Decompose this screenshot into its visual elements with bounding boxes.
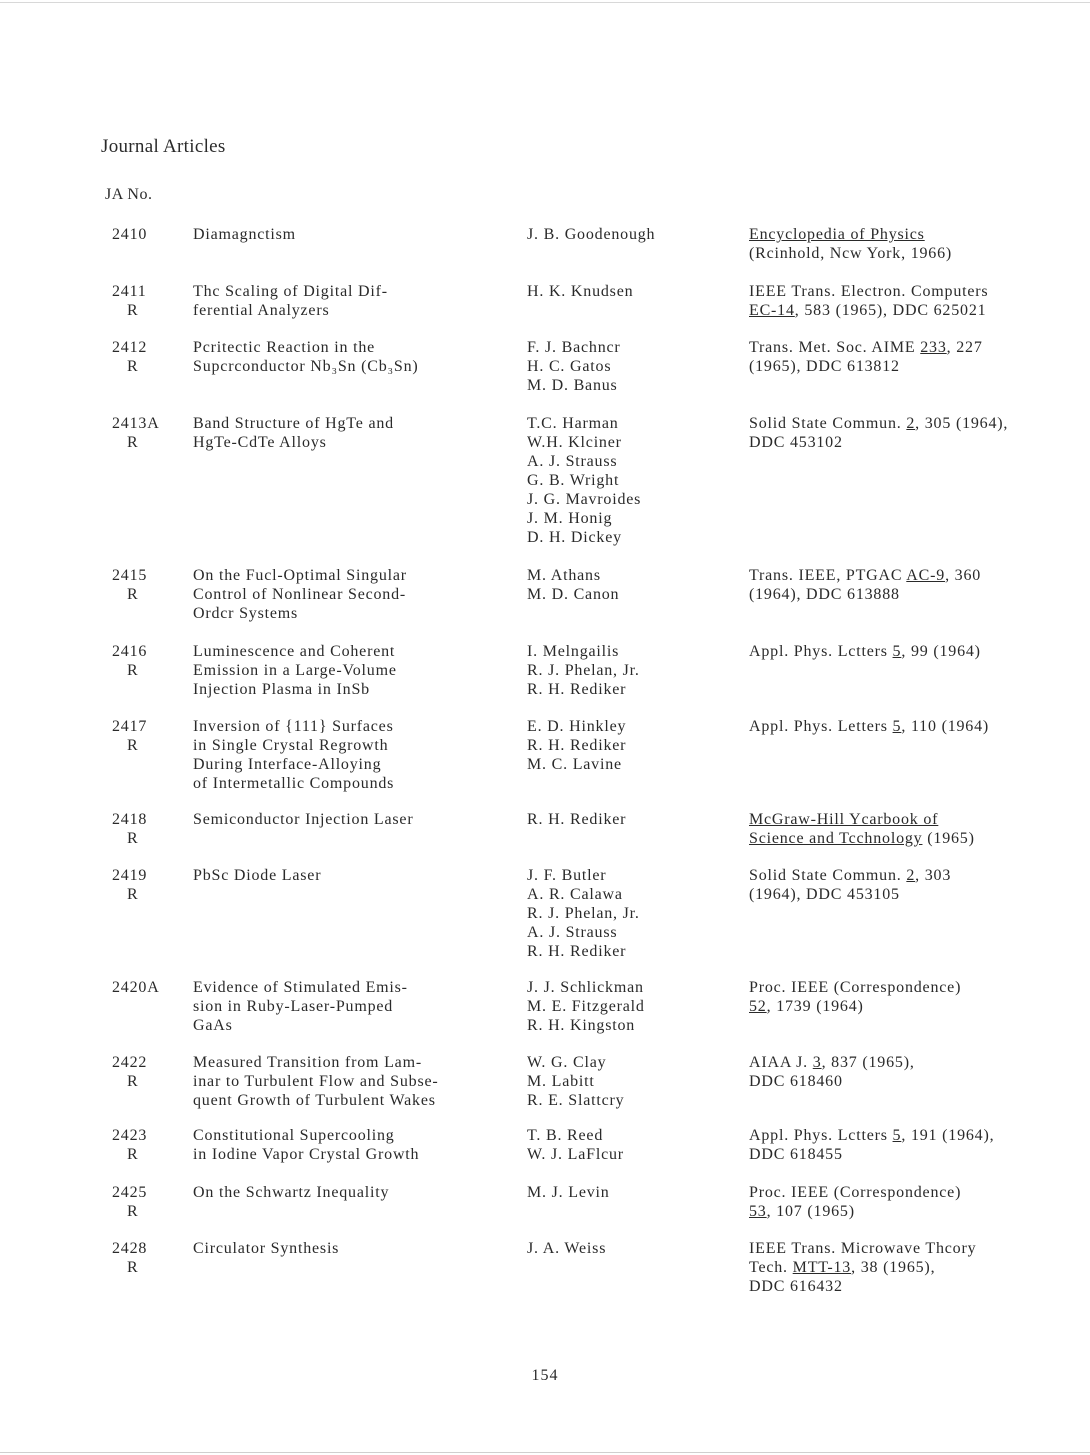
source-underlined-text: 3	[812, 1054, 822, 1071]
author-name: E. D. Hinkley	[527, 718, 627, 735]
title-line: sion in Ruby-Laser-Pumped	[193, 998, 394, 1015]
ja-number: 2419	[112, 867, 148, 884]
ja-number-cell	[112, 1183, 162, 1221]
source-line	[749, 829, 1084, 848]
source-underlined-text: Encyclopedia of Physics	[749, 226, 925, 243]
author-name: T. B. Reed	[527, 1127, 604, 1144]
article-title	[193, 282, 518, 320]
ja-number: 2415	[112, 567, 148, 584]
title-line: Thc Scaling of Digital Dif-	[193, 283, 388, 300]
page-title: Journal Articles	[101, 136, 226, 157]
article-authors	[527, 1239, 742, 1258]
source-line	[749, 997, 1084, 1016]
author-name: D. H. Dickey	[527, 529, 622, 546]
source-line	[749, 585, 1084, 604]
author-name: T.C. Harman	[527, 415, 619, 432]
article-source	[749, 225, 1084, 263]
title-line: Supcrconductor Nb₃Sn (Cb₃Sn)	[193, 358, 419, 375]
author-name: M. E. Fitzgerald	[527, 998, 645, 1015]
source-text: , 583 (1965), DDC 625021	[794, 302, 987, 319]
source-underlined-text: 233	[920, 339, 947, 356]
source-underlined-text: AC-9	[906, 567, 946, 584]
source-line	[749, 1145, 1084, 1164]
source-line	[749, 1258, 1084, 1277]
title-line: PbSc Diode Laser	[193, 867, 322, 884]
source-underlined-text: 53	[749, 1203, 767, 1220]
article-source	[749, 717, 1084, 736]
title-line: Circulator Synthesis	[193, 1240, 340, 1257]
title-line: of Intermetallic Compounds	[193, 775, 395, 792]
title-line: in Single Crystal Regrowth	[193, 737, 389, 754]
ja-suffix: R	[127, 586, 139, 603]
source-line	[749, 1277, 1084, 1296]
source-text: , 303	[915, 867, 952, 884]
ja-number-cell	[112, 1126, 162, 1164]
article-authors	[527, 338, 742, 395]
source-underlined-text: 5	[892, 718, 902, 735]
article-authors	[527, 810, 742, 829]
ja-number: 2412	[112, 339, 148, 356]
ja-number: 2416	[112, 643, 148, 660]
article-title	[193, 1183, 518, 1202]
source-underlined-text: McGraw-Hill Ycarbook of	[749, 811, 939, 828]
author-name: G. B. Wright	[527, 472, 620, 489]
article-title	[193, 414, 518, 452]
author-name: F. J. Bachncr	[527, 339, 621, 356]
article-title	[193, 810, 518, 829]
source-text: (Rcinhold, Ncw York, 1966)	[749, 245, 953, 262]
source-text: , 99 (1964)	[901, 643, 981, 660]
title-line: HgTe-CdTe Alloys	[193, 434, 327, 451]
ja-suffix: R	[127, 302, 139, 319]
article-source	[749, 1239, 1084, 1296]
source-line	[749, 301, 1084, 320]
ja-number-cell	[112, 642, 162, 680]
source-underlined-text: 5	[892, 643, 902, 660]
ja-suffix: R	[127, 1259, 139, 1276]
ja-number: 2423	[112, 1127, 148, 1144]
source-text: (1965)	[922, 830, 975, 847]
author-name: I. Melngailis	[527, 643, 620, 660]
article-title	[193, 978, 518, 1035]
author-name: J. M. Honig	[527, 510, 613, 527]
author-name: M. Athans	[527, 567, 601, 584]
author-name: R. J. Phelan, Jr.	[527, 662, 640, 679]
title-line: On the Fucl-Optimal Singular	[193, 567, 407, 584]
source-underlined-text: EC-14	[749, 302, 795, 319]
ja-suffix: R	[127, 830, 139, 847]
article-title	[193, 566, 518, 623]
title-line: Control of Nonlinear Second-	[193, 586, 407, 603]
source-line	[749, 1239, 1084, 1258]
source-line	[749, 1183, 1084, 1202]
source-line	[749, 1053, 1084, 1072]
author-name: A. J. Strauss	[527, 453, 618, 470]
source-text: Appl. Phys. Letters	[749, 718, 893, 735]
source-line	[749, 978, 1084, 997]
author-name: R. H. Kingston	[527, 1017, 636, 1034]
source-text: Solid State Commun.	[749, 867, 907, 884]
author-name: R. H. Rediker	[527, 943, 627, 960]
article-source	[749, 566, 1084, 604]
article-authors	[527, 225, 742, 244]
article-source	[749, 810, 1084, 848]
author-name: J. B. Goodenough	[527, 226, 656, 243]
ja-suffix: R	[127, 358, 139, 375]
title-line: ferential Analyzers	[193, 302, 330, 319]
ja-number-cell	[112, 717, 162, 755]
article-title	[193, 338, 518, 376]
author-name: J. J. Schlickman	[527, 979, 644, 996]
source-text: (1965), DDC 613812	[749, 358, 900, 375]
ja-number: 2425	[112, 1184, 148, 1201]
article-title	[193, 225, 518, 244]
source-text: Solid State Commun.	[749, 415, 907, 432]
article-authors	[527, 978, 742, 1035]
source-underlined-text: MTT-13	[792, 1259, 852, 1276]
source-line	[749, 885, 1084, 904]
title-line: quent Growth of Turbulent Wakes	[193, 1092, 436, 1109]
author-name: A. J. Strauss	[527, 924, 618, 941]
article-authors	[527, 1126, 742, 1164]
ja-number: 2418	[112, 811, 148, 828]
source-text: (1964), DDC 613888	[749, 586, 900, 603]
title-line: Measured Transition from Lam-	[193, 1054, 422, 1071]
source-text: , 227	[946, 339, 983, 356]
ja-number-cell	[112, 566, 162, 604]
author-name: H. K. Knudsen	[527, 283, 634, 300]
source-line	[749, 282, 1084, 301]
article-title	[193, 642, 518, 699]
title-line: Band Structure of HgTe and	[193, 415, 394, 432]
ja-suffix: R	[127, 886, 139, 903]
article-source	[749, 338, 1084, 376]
article-authors	[527, 717, 742, 774]
source-text: , 191 (1964),	[901, 1127, 995, 1144]
title-line: On the Schwartz Inequality	[193, 1184, 390, 1201]
ja-number-cell	[112, 338, 162, 376]
source-text: DDC 618455	[749, 1146, 843, 1163]
ja-suffix: R	[127, 1146, 139, 1163]
source-line	[749, 225, 1084, 244]
title-line: in Iodine Vapor Crystal Growth	[193, 1146, 420, 1163]
top-rule	[0, 2, 1090, 3]
source-underlined-text: 52	[749, 998, 767, 1015]
source-text: IEEE Trans. Microwave Thcory	[749, 1240, 977, 1257]
ja-number-cell	[112, 414, 162, 452]
ja-number-cell	[112, 866, 162, 904]
source-text: , 110 (1964)	[901, 718, 990, 735]
article-source	[749, 1053, 1084, 1091]
title-line: Inversion of {111} Surfaces	[193, 718, 394, 735]
source-line	[749, 566, 1084, 585]
title-line: GaAs	[193, 1017, 233, 1034]
source-text: Appl. Phys. Lctters	[749, 643, 893, 660]
source-line	[749, 866, 1084, 885]
ja-number-cell	[112, 1053, 162, 1091]
ja-number-cell	[112, 225, 162, 244]
source-underlined-text: 5	[892, 1127, 902, 1144]
title-line: Evidence of Stimulated Emis-	[193, 979, 408, 996]
author-name: W. G. Clay	[527, 1054, 607, 1071]
source-text: Trans. Met. Soc. AIME	[749, 339, 921, 356]
author-name: M. Labitt	[527, 1073, 595, 1090]
author-name: A. R. Calawa	[527, 886, 623, 903]
ja-number: 2422	[112, 1054, 148, 1071]
article-source	[749, 642, 1084, 661]
author-name: W.H. Klciner	[527, 434, 622, 451]
source-line	[749, 1202, 1084, 1221]
source-text: Proc. IEEE (Correspondence)	[749, 979, 962, 996]
article-title	[193, 1239, 518, 1258]
title-line: Luminescence and Coherent	[193, 643, 396, 660]
ja-number: 2411	[112, 283, 147, 300]
source-text: (1964), DDC 453105	[749, 886, 900, 903]
ja-number-cell	[112, 1239, 162, 1277]
ja-number-cell	[112, 282, 162, 320]
source-text: , 1739 (1964)	[766, 998, 864, 1015]
ja-number: 2420A	[112, 979, 160, 996]
author-name: R. H. Rediker	[527, 681, 627, 698]
author-name: W. J. LaFlcur	[527, 1146, 624, 1163]
source-line	[749, 1072, 1084, 1091]
article-source	[749, 1183, 1084, 1221]
source-text: , 305 (1964),	[915, 415, 1009, 432]
ja-number-cell	[112, 810, 162, 848]
article-source	[749, 414, 1084, 452]
author-name: J. G. Mavroides	[527, 491, 642, 508]
source-text: AIAA J.	[749, 1054, 813, 1071]
article-source	[749, 282, 1084, 320]
ja-suffix: R	[127, 434, 139, 451]
article-authors	[527, 282, 742, 301]
source-line	[749, 642, 1084, 661]
source-text: Appl. Phys. Lctters	[749, 1127, 893, 1144]
title-line: Emission in a Large-Volume	[193, 662, 397, 679]
article-title	[193, 717, 518, 793]
article-source	[749, 866, 1084, 904]
article-source	[749, 1126, 1084, 1164]
source-line	[749, 810, 1084, 829]
source-line	[749, 433, 1084, 452]
bottom-rule	[0, 1452, 1090, 1453]
author-name: R. E. Slattcry	[527, 1092, 625, 1109]
article-authors	[527, 1053, 742, 1110]
source-line	[749, 357, 1084, 376]
author-name: H. C. Gatos	[527, 358, 612, 375]
title-line: Pcritectic Reaction in the	[193, 339, 376, 356]
page-number: 154	[531, 1367, 559, 1384]
title-line: Injection Plasma in InSb	[193, 681, 370, 698]
source-text: DDC 618460	[749, 1073, 843, 1090]
article-title	[193, 866, 518, 885]
title-line: During Interface-Alloying	[193, 756, 382, 773]
author-name: M. J. Levin	[527, 1184, 610, 1201]
source-text: , 107 (1965)	[766, 1203, 855, 1220]
author-name: J. F. Butler	[527, 867, 607, 884]
author-name: R. J. Phelan, Jr.	[527, 905, 640, 922]
author-name: J. A. Weiss	[527, 1240, 607, 1257]
source-text: , 360	[945, 567, 982, 584]
title-line: inar to Turbulent Flow and Subse-	[193, 1073, 439, 1090]
source-text: , 837 (1965),	[821, 1054, 915, 1071]
source-text: Proc. IEEE (Correspondence)	[749, 1184, 962, 1201]
source-text: , 38 (1965),	[851, 1259, 936, 1276]
source-line	[749, 244, 1084, 263]
source-underlined-text: 2	[906, 415, 916, 432]
author-name: M. D. Canon	[527, 586, 620, 603]
source-line	[749, 414, 1084, 433]
title-line: Ordcr Systems	[193, 605, 299, 622]
author-name: M. C. Lavine	[527, 756, 622, 773]
article-title	[193, 1126, 518, 1164]
source-text: IEEE Trans. Electron. Computers	[749, 283, 989, 300]
source-line	[749, 717, 1084, 736]
ja-number-cell	[112, 978, 162, 997]
title-line: Semiconductor Injection Laser	[193, 811, 414, 828]
article-authors	[527, 642, 742, 699]
ja-suffix: R	[127, 737, 139, 754]
article-authors	[527, 1183, 742, 1202]
column-header-ja-no: JA No.	[105, 186, 153, 203]
source-text: Tech.	[749, 1259, 793, 1276]
source-line	[749, 1126, 1084, 1145]
source-text: DDC 616432	[749, 1278, 843, 1295]
ja-number: 2413A	[112, 415, 160, 432]
article-authors	[527, 866, 742, 961]
source-text: DDC 453102	[749, 434, 843, 451]
article-authors	[527, 566, 742, 604]
source-line	[749, 338, 1084, 357]
source-underlined-text: Science and Tcchnology	[749, 830, 923, 847]
ja-number: 2417	[112, 718, 148, 735]
source-text: Trans. IEEE, PTGAC	[749, 567, 907, 584]
ja-suffix: R	[127, 1073, 139, 1090]
ja-suffix: R	[127, 662, 139, 679]
ja-number: 2410	[112, 226, 148, 243]
article-authors	[527, 414, 742, 547]
source-underlined-text: 2	[906, 867, 916, 884]
author-name: R. H. Rediker	[527, 811, 627, 828]
author-name: R. H. Rediker	[527, 737, 627, 754]
ja-number: 2428	[112, 1240, 148, 1257]
title-line: Diamagnctism	[193, 226, 296, 243]
author-name: M. D. Banus	[527, 377, 618, 394]
article-source	[749, 978, 1084, 1016]
title-line: Constitutional Supercooling	[193, 1127, 395, 1144]
ja-suffix: R	[127, 1203, 139, 1220]
article-title	[193, 1053, 518, 1110]
